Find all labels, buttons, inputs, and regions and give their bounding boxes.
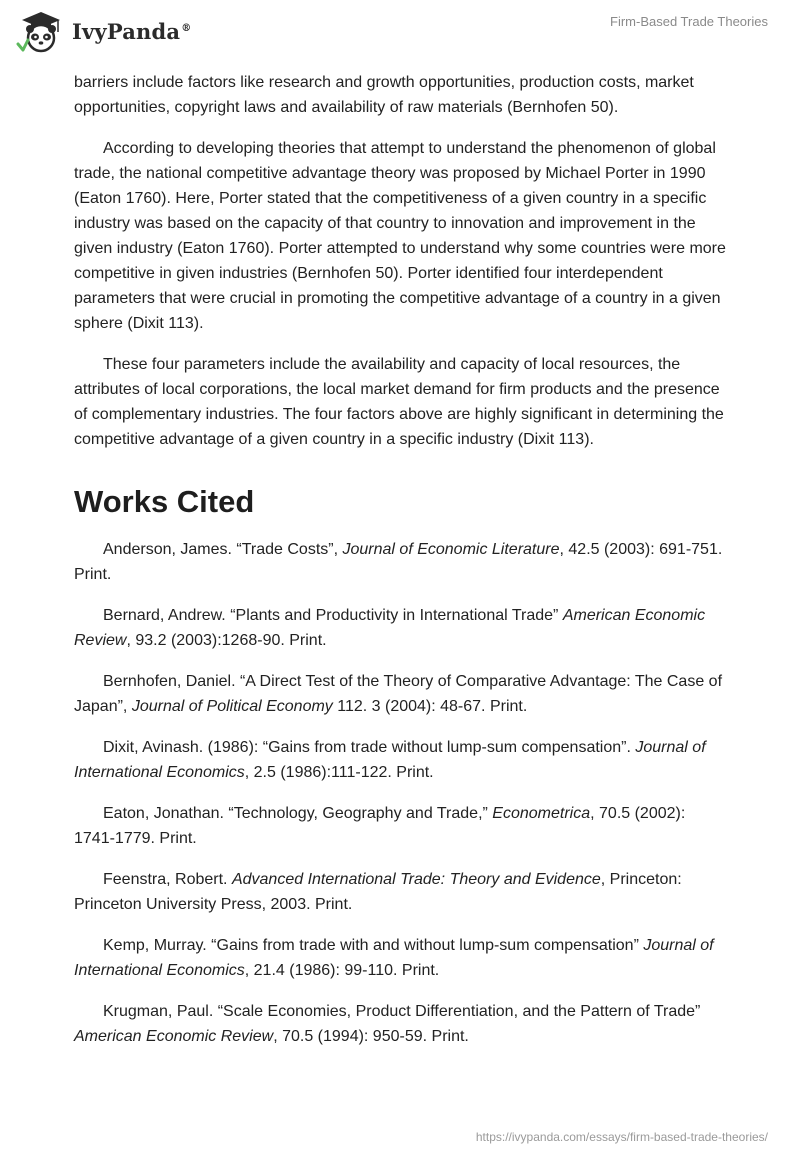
works-cited-list — [74, 537, 726, 1049]
citation-entry: Anderson, James. “Trade Costs”, Journal of Economic Literature, 42.5 (2003): 691-751. Print. — [74, 541, 723, 583]
citation-entry: Bernard, Andrew. “Plants and Productivity in International Trade” American Economic Review, 93.2 (2003):1268-90. Print. — [74, 607, 706, 649]
ivypanda-logo[interactable] — [14, 8, 191, 54]
page-header — [0, 0, 800, 64]
brand-name: IvyPanda® — [72, 18, 192, 44]
citation-entry: Dixit, Avinash. (1986): “Gains from trade without lump-sum compensation”. Journal of International Economics, 2.5 (1986):111-122. Print. — [74, 739, 706, 781]
panda-graduate-icon — [14, 8, 68, 54]
registered-mark: ® — [181, 22, 192, 34]
essay-content — [74, 70, 726, 1065]
paragraph: According to developing theories that attempt to understand the phenomenon of global trade, the national competitive advantage theory was proposed by Michael Porter in 1990 (Eaton 1760). Here, Porter stated that the competitiveness of a given country in a specific industry was based on the capacity of that country to innovation and improvement in the given industry (Eaton 1760). Porter attempted to understand why some countries were more competitive in given industries (Bernhofen 50). Porter identified four interdependent parameters that were crucial in promoting the competitive advantage of a country in a given sphere (Dixit 113). — [74, 140, 726, 332]
citation-entry: Bernhofen, Daniel. “A Direct Test of the Theory of Comparative Advantage: The Case of Japan”, Journal of Political Economy 112. 3 (2004): 48-67. Print. — [74, 673, 723, 715]
citation-entry: Kemp, Murray. “Gains from trade with and without lump-sum compensation” Journal of International Economics, 21.4 (1986): 99-110. Print. — [74, 937, 714, 979]
citation-entry: Krugman, Paul. “Scale Economies, Product Differentiation, and the Pattern of Trade” American Economic Review, 70.5 (1994): 950-59. Print. — [74, 1003, 701, 1045]
citation-entry: Feenstra, Robert. Advanced International Trade: Theory and Evidence, Princeton: Princeton University Press, 2003. Print. — [74, 871, 682, 913]
paragraph: These four parameters include the availability and capacity of local resources, the attributes of local corporations, the local market demand for firm products and the presence of complementary industries. The four factors above are highly significant in determining the competitive advantage of a given country in a specific industry (Dixit 113). — [74, 356, 724, 448]
paragraph: barriers include factors like research and growth opportunities, production costs, market opportunities, copyright laws and availability of raw materials (Bernhofen 50). — [74, 74, 694, 116]
source-url-link[interactable]: https://ivypanda.com/essays/firm-based-trade-theories/ — [475, 1130, 768, 1144]
document-title: Firm-Based Trade Theories — [610, 14, 768, 29]
works-cited-heading: Works Cited — [74, 484, 255, 519]
citation-entry: Eaton, Jonathan. “Technology, Geography and Trade,” Econometrica, 70.5 (2002): 1741-1779. Print. — [74, 805, 686, 847]
